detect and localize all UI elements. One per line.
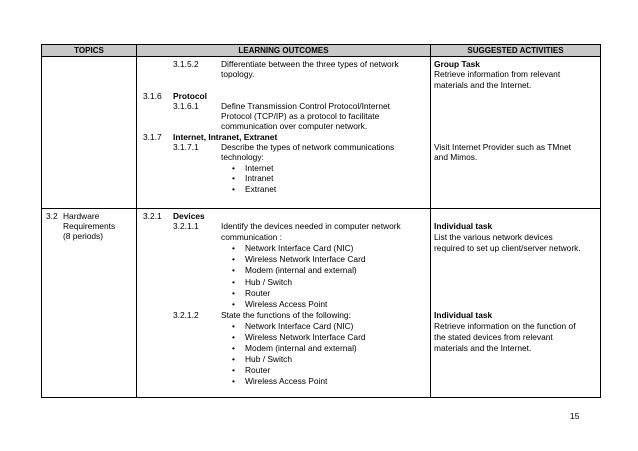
list-item-label: Router [245, 288, 271, 298]
list-item-label: Modem (internal and external) [245, 265, 357, 275]
list-item-label: Wireless Access Point [245, 299, 328, 309]
bullet-icon: • [232, 265, 235, 275]
outcome-number: 3.2.1 [143, 211, 162, 221]
outcome-heading: Protocol [173, 91, 207, 101]
outcome-text: State the functions of the following: [221, 310, 351, 320]
outcome-text: Identify the devices needed in computer network [221, 221, 401, 231]
row-divider [42, 208, 600, 209]
outcome-number: 3.1.7 [143, 132, 162, 142]
topic-number: 3.2 [46, 211, 58, 221]
activity-text: Retrieve information from relevant [434, 69, 561, 79]
column-divider [136, 45, 137, 397]
outcome-text: Define Transmission Control Protocol/Internet [221, 101, 390, 111]
list-item-label: Hub / Switch [245, 354, 293, 364]
activity-text: materials and the Internet. [434, 343, 532, 353]
bullet-icon: • [232, 288, 235, 298]
topic-text: Hardware [63, 211, 100, 221]
outcome-number: 3.1.7.1 [173, 142, 199, 152]
bullet-icon: • [232, 173, 235, 183]
header-suggested-activities: SUGGESTED ACTIVITIES [467, 46, 564, 55]
activity-title: Group Task [434, 59, 480, 69]
outcome-text: technology: [221, 152, 264, 162]
topic-text: Requirements [63, 221, 116, 231]
list-item-label: Hub / Switch [245, 277, 293, 287]
header-topics: TOPICS [74, 46, 104, 55]
outcome-text: communication : [221, 232, 282, 242]
activity-text: materials and the Internet. [434, 80, 532, 90]
outcome-text: topology. [221, 69, 255, 79]
outcome-text: Differentiate between the three types of network [221, 59, 399, 69]
outcome-number: 3.2.1.2 [173, 310, 199, 320]
bullet-icon: • [232, 184, 235, 194]
bullet-icon: • [232, 163, 235, 173]
header-learning-outcomes: LEARNING OUTCOMES [238, 46, 329, 55]
list-item-label: Wireless Network Interface Card [245, 254, 366, 264]
page-number: 15 [570, 411, 580, 421]
bullet-icon: • [232, 376, 235, 386]
outcome-number: 3.1.6.1 [173, 101, 199, 111]
bullet-icon: • [232, 299, 235, 309]
list-item-label: Intranet [245, 173, 274, 183]
outcome-number: 3.1.5.2 [173, 59, 199, 69]
activity-text: Visit Internet Provider such as TMnet [434, 142, 572, 152]
bullet-icon: • [232, 365, 235, 375]
bullet-icon: • [232, 354, 235, 364]
list-item-label: Network Interface Card (NIC) [245, 321, 354, 331]
table-header-row [42, 45, 600, 57]
activity-text: the stated devices from relevant [434, 332, 553, 342]
activity-text: Retrieve information on the function of [434, 321, 576, 331]
activity-text: and Mimos. [434, 152, 478, 162]
curriculum-table [41, 44, 601, 398]
list-item-label: Network Interface Card (NIC) [245, 243, 354, 253]
outcome-heading: Internet, Intranet, Extranet [173, 132, 278, 142]
bullet-icon: • [232, 343, 235, 353]
bullet-icon: • [232, 332, 235, 342]
list-item-label: Internet [245, 163, 274, 173]
activity-text: List the various network devices [434, 232, 553, 242]
list-item-label: Wireless Access Point [245, 376, 328, 386]
activity-text: required to set up client/server network. [434, 243, 581, 253]
outcome-text: Describe the types of network communications [221, 142, 395, 152]
list-item-label: Modem (internal and external) [245, 343, 357, 353]
column-divider [430, 45, 431, 397]
outcome-text: Protocol (TCP/IP) as a protocol to facilitate [221, 111, 380, 121]
topic-text: (8 periods) [63, 231, 104, 241]
activity-title: Individual task [434, 221, 493, 231]
bullet-icon: • [232, 243, 235, 253]
list-item-label: Extranet [245, 184, 277, 194]
bullet-icon: • [232, 321, 235, 331]
activity-title: Individual task [434, 310, 493, 320]
list-item-label: Wireless Network Interface Card [245, 332, 366, 342]
bullet-icon: • [232, 277, 235, 287]
list-item-label: Router [245, 365, 271, 375]
outcome-text: communication over computer network. [221, 121, 368, 131]
outcome-number: 3.1.6 [143, 91, 162, 101]
outcome-heading: Devices [173, 211, 205, 221]
bullet-icon: • [232, 254, 235, 264]
outcome-number: 3.2.1.1 [173, 221, 199, 231]
